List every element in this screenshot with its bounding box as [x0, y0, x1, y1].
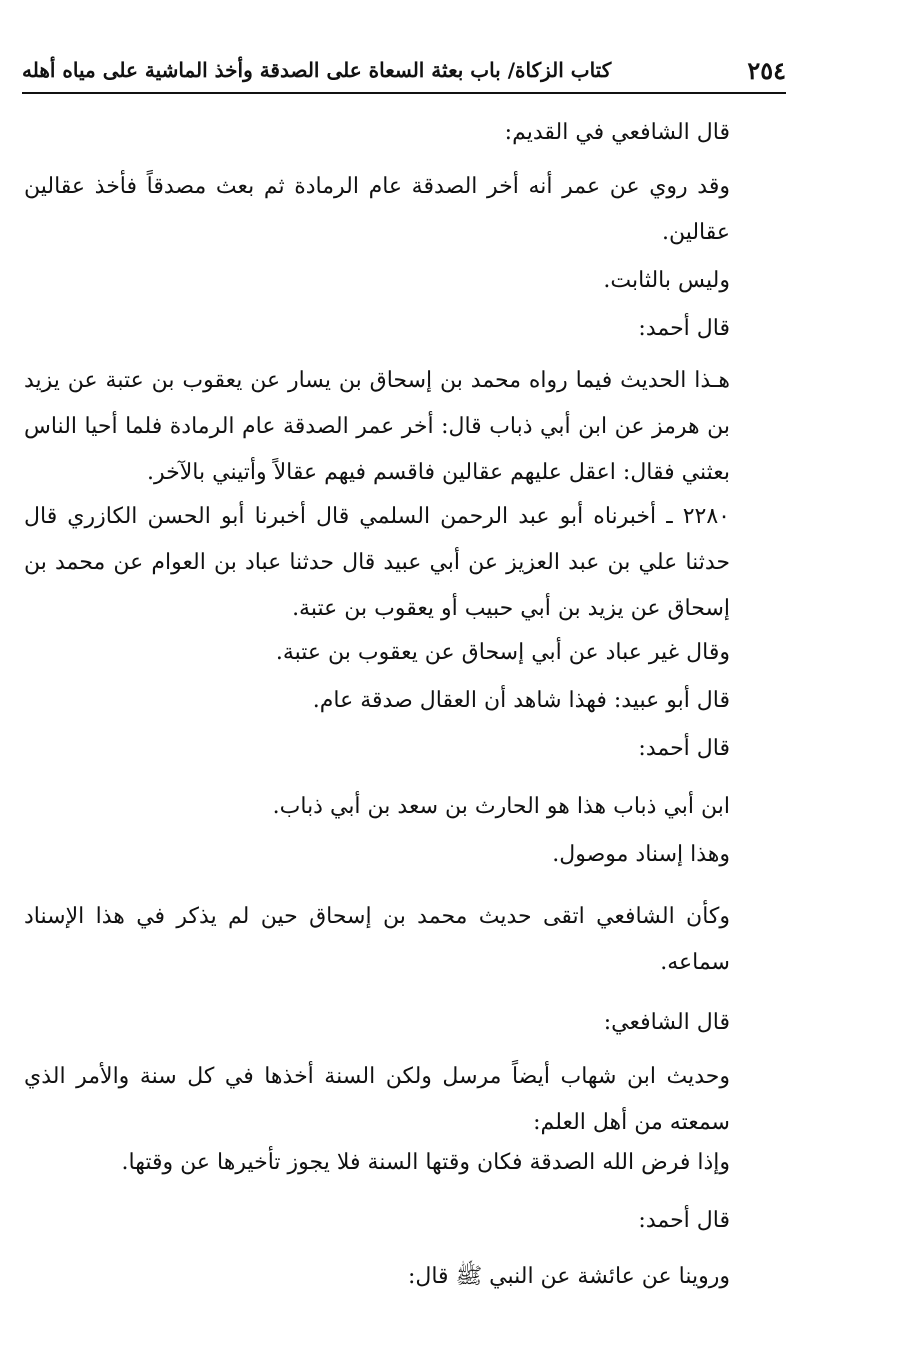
paragraph: وإذا فرض الله الصدقة فكان وقتها السنة فلا يجوز تأخيرها عن وقتها. [121, 1150, 730, 1175]
page-header [22, 50, 786, 94]
hadith-paragraph: ٢٢٨٠ ـ أخبرناه أبو عبد الرحمن السلمي قال أخبرنا أبو الحسن الكازري قال حدثنا علي بن عبد العزيز عن أبي عبيد قال حدثنا عباد بن العوام عن محمد بن إسحاق عن يزيد بن أبي حبيب أو يعقوب بن عتبة. [24, 504, 730, 621]
running-title: كتاب الزكاة/ باب بعثة السعاة على الصدقة وأخذ الماشية على مياه أهله [22, 58, 612, 82]
paragraph: قال أحمد: [638, 736, 730, 761]
paragraph: وقال غير عباد عن أبي إسحاق عن يعقوب بن عتبة. [275, 640, 730, 665]
paragraph: وليس بالثابت. [603, 268, 730, 293]
paragraph: هـذا الحديث فيما رواه محمد بن إسحاق بن يسار عن يعقوب بن عتبة عن يزيد بن هرمز عن ابن أبي ذباب قال: أخر عمر الصدقة عام الرمادة فلما أحيا الناس بعثني فقال: اعقل عليهم عقالين فاقسم فيهم عقالاً وأتيني بالآخر. [24, 368, 730, 485]
paragraph: قال أحمد: [638, 316, 730, 341]
paragraph: وروينا عن عائشة عن النبي ﷺ قال: [407, 1264, 730, 1289]
paragraph: ابن أبي ذباب هذا هو الحارث بن سعد بن أبي ذباب. [272, 794, 730, 819]
paragraph: قال الشافعي في القديم: [504, 120, 730, 145]
paragraph: وهذا إسناد موصول. [552, 842, 730, 867]
page-number: ٢٥٤ [747, 56, 786, 85]
paragraph: قال أحمد: [638, 1208, 730, 1233]
paragraph: وقد روي عن عمر أنه أخر الصدقة عام الرمادة ثم بعث مصدقاً فأخذ عقالين عقالين. [24, 174, 730, 245]
paragraph: قال أبو عبيد: فهذا شاهد أن العقال صدقة عام. [312, 688, 730, 713]
paragraph: وحديث ابن شهاب أيضاً مرسل ولكن السنة أخذها في كل سنة والأمر الذي سمعته من أهل العلم: [24, 1064, 730, 1135]
paragraph: قال الشافعي: [603, 1010, 730, 1035]
paragraph: وكأن الشافعي اتقى حديث محمد بن إسحاق حين لم يذكر في هذا الإسناد سماعه. [24, 904, 730, 975]
